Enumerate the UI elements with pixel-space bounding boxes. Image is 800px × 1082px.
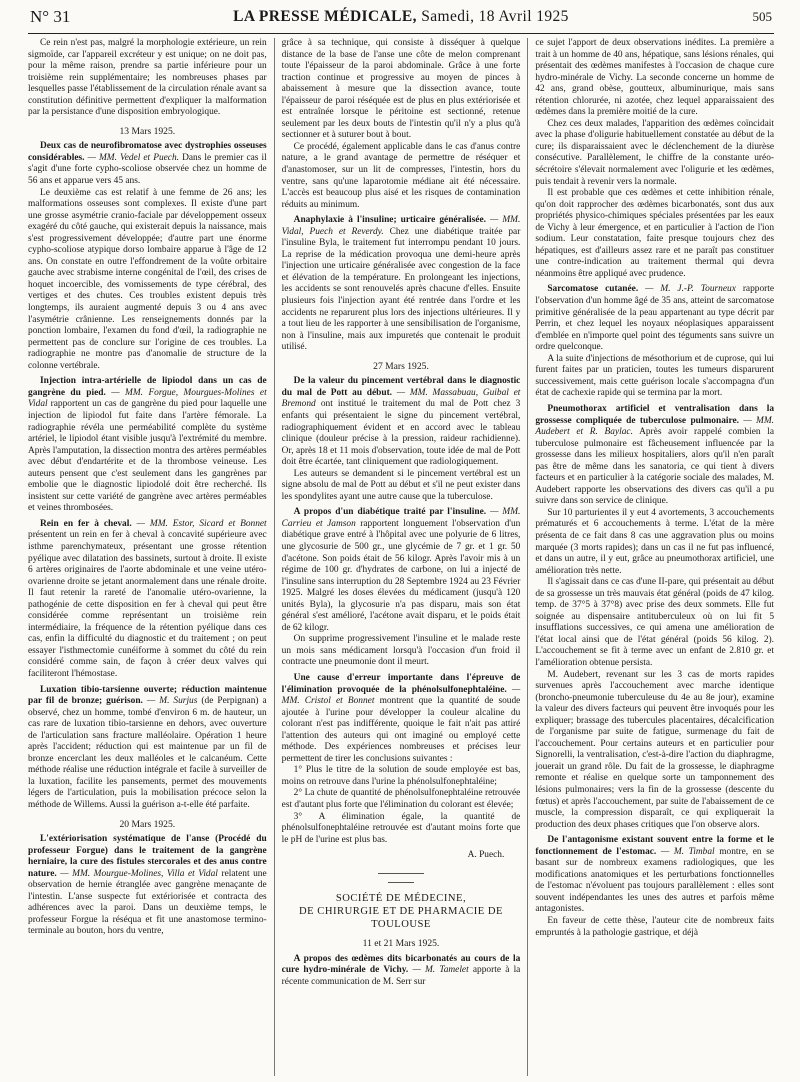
communication-title: A propos d'un diabétique traité par l'insuline. [293, 507, 487, 518]
communication-body: ont institué le traitement du mal de Pott chez 3 enfants qui présentaient le signe du pincement vertébral, radiographiquement évident et en accord avec le tableau clinique (douleur précise à la pression, raideur rachidienne). Or, après 18 et 11 mois d'observation, toute idée de mal de Pott doit être écartée, tant cliniquement que radiologiquement. [281, 399, 521, 468]
session-date: 27 Mars 1925. [373, 360, 429, 372]
communication-authors: — MM. Forgue, Mourgues-Molines et Vidal [28, 387, 267, 410]
paragraph: M. Audebert, revenant sur les 3 cas de morts rapides survenues après l'accouchement avec marche identique (broncho-pneumonie tuberculeuse du 4e au 8e jour), examine la valeur des divers facteurs qui peuvent être invoqués pour les expliquer; brassage des tubercules placentaires, décalcification de l'organisme par suite de fatigue, surmenage du fait de l'accouchement. Pour certains auteurs et en particulier pour Signorelli, la ventralisation, c'est-à-dire l'action du diaphragme, jouerait un grand rôle. Du fait de la grossesse, le diaphragme remonte et réalise en quelque sorte un tamponnement des lésions pulmonaires; vers la fin de la grossesse (descente du fœtus) et après l'accouchement, par suite de l'abaissement de ce muscle, la compression disparaît, ce qui expliquerait la production des deux phases critiques que l'on observe alors. [535, 669, 775, 830]
conclusion-item: 3° A élimination égale, la quantité de phénolsulfonephtaléine retrouvée est d'autant moins forte que le pH de l'urine est plus bas. [281, 811, 521, 845]
communication-authors: — M. J.-P. Tourneux [645, 284, 736, 295]
communication-authors: — MM. Massabuau, Guibal et Bremond [281, 387, 521, 410]
communication-body: relatent une observation de hernie étranglée avec gangrène menaçante de l'intestin. L'anse suspecte fut extériorisée et contracta des adhérences avec la paroi. Dans un deuxième temps, le professeur Forgue la réséqua et fit une anastomose termino-terminale au bouton, hors du ventre, [28, 868, 267, 937]
issue-date: Samedi, 18 Avril 1925 [421, 8, 569, 25]
paragraph: Sur 10 parturientes il y eut 4 avortements, 3 accouchements prématurés et 6 accouchements à terme. L'état de la mère présenta de ce fait dans 8 cas une aggravation plus ou moins marquée (3 morts rapides); dans un cas il ne fut pas influencé, et dans un autre, il y eut, grâce au pneumothorax artificiel, une amélioration très nette. [535, 507, 775, 576]
issue-number: N° 31 [30, 7, 71, 26]
communication-pneumothorax [535, 404, 774, 508]
column-1 [28, 38, 274, 1076]
communication-body: montrent que la quantité de soude ajoutée à l'urine pour développer la couleur alcaline du colorant n'est pas indifférente, quoique le fait n'ait pas attiré l'attention des auteurs qui ont imaginé ou employé cette méthode. Des expériences nombreuses et précises leur permettent de tirer les conclusions suivantes : [281, 696, 521, 764]
communication-exteriorisation [28, 834, 267, 938]
communication-title: L'extériorisation systématique de l'anse (Procédé du professeur Forgue) dans le traitement de la gangrène herniaire, la cure des fistules stercorales et des anus contre nature. [28, 834, 267, 879]
communication-title: Injection intra-artérielle de lipiodol dans un cas de gangrène du pied. [28, 376, 267, 398]
communication-rein [28, 519, 267, 681]
header-rule [28, 33, 774, 34]
communication-title: Sarcomatose cutanée. [547, 284, 639, 295]
paragraph: Ce procédé, également applicable dans le cas d'anus contre nature, a le grand avantage de permettre de réséquer et d'anastomoser, sur un lit de compresses, l'intestin, hors du ventre, sans qu'une laparotomie médiane ait été nécessaire. L'accès est beaucoup plus aisé et les risques de contamination réduits au minimum. [281, 141, 521, 210]
communication-authors: — MM. Mourgue-Molines, Villa et Vidal [60, 868, 218, 879]
paragraph: Chez ces deux malades, l'apparition des œdèmes coïncidait avec la phase d'oligurie habituellement constatée au début de la cure; ils disparaissaient avec le déclenchement de la diurèse consécutive. Parallèlement, le chiffre de la constante uréo-sécrétoire s'élevait normalement avec l'oligurie et les œdèmes, puis tendait à revenir vers la normale. [535, 118, 775, 187]
session-date: 13 Mars 1925. [119, 125, 176, 137]
communication-vichy [282, 954, 521, 989]
communication-title: A propos des œdèmes dits bicarbonatés au cours de la cure hydro-minérale de Vichy. [281, 953, 521, 976]
communication-authors: — MM. Estor, Sicard et Bonnet [136, 518, 267, 529]
communication-authors: — MM. Carrieu et Jamson [281, 507, 521, 529]
communication-body: présentent un rein en fer à cheval à concavité supérieure avec isthme parenchymateux, présentant une grosse rétention pyélique avec dilatation des bassinets, surtout à droite. Il existe 6 artères originaires de l'aorte abdominale et une veine utéro-ovarienne droite se jetant anormalement dans une rénale droite. Il faut retenir la rareté de l'anomalie utéro-ovarienne, la pathogénie de cette disposition en fer à cheval qui peut être considérée comme représentant un troisième rein intermédiaire, la fréquence de la rétention pyélique dans ces cas, enfin la difficulté du diagnostic et du traitement ; on peut essayer l'isthmectomie cunéiforme à sommet du côté du rein considéré comme sain, de façon à créer deux valves qui faciliteront l'hémostase. [28, 530, 267, 679]
column-2 [275, 38, 528, 1076]
paragraph: Les auteurs se demandent si le pincement vertébral est un signe absolu de mal de Pott au début et s'il ne peut exister dans les spondylites ayant une autre cause que la tuberculose. [281, 468, 521, 502]
column-3 [528, 38, 774, 1076]
society-name-line-1: SOCIÉTÉ DE MÉDECINE, [335, 893, 467, 905]
communication-body: (de Perpignan) a observé, chez un homme, tombé d'environ 6 m. de hauteur, un cas rare de luxation tibio-tarsienne en dehors, avec ouverture de l'articulation sans fracture malléolaire. Opération 1 heure après l'accident; réduction qui est maintenue par un fil de bronze encerclant les deux malléoles et le calcanéum. Cette méthode réalise une réduction intégrale et facile à surveiller de la luxation, facilite les pansements, permet des mouvements légers de l'articulation, puis la mobilisation précoce selon la méthode de Willems. Aussi la guérison a-t-elle été parfaite. [28, 696, 267, 810]
communication-anaphylaxie [282, 215, 521, 354]
communication-authors: — M. Tamelet [412, 965, 469, 976]
communication-authors: — MM. Audebert et R. Baylac. [535, 415, 775, 438]
communication-body: rapportent un cas de gangrène du pied pour laquelle une injection de lipiodol fut faite dans l'artère fémorale. La radiographie révéla une perméabilité complète du système artériel, le lipiodol étant visible jusqu'à l'extrémité du membre. Après l'amputation, la dissection montra des artères perméables avec début d'endartérite et de la thrombose veineuse. Les auteurs pensent que c'est seulement dans les gangrènes par embolie que le diagnostic lipiodolé doit être recherché. Ils insistent sur cette variété de gangrène avec artères perméables et veines thrombosées. [28, 399, 267, 514]
communication-title: Une cause d'erreur importante dans l'épreuve de l'élimination provoquée de la phénolsulfonephtaléine. [281, 672, 521, 695]
communication-body: apporte à la récente communication de M. Serr sur [281, 965, 521, 987]
article-columns [28, 38, 774, 1076]
paragraph: Il est probable que ces œdèmes et cette inhibition rénale, qu'on doit rapprocher des œdèmes bicarbonatés, sont dus aux propriétés physico-chimiques spéciales présentées par les eaux de Vichy à leur émergence, et en particulier à l'action de l'ion sodium. Leur constatation, faite presque toujours chez des hépatiques, est d'ailleurs assez rare et ne paraît pas constituer une contre-indication au traitement thermal qui devra néanmoins être appliqué avec prudence. [535, 188, 775, 279]
communication-body: Chez une diabétique traitée par l'insuline Byla, le traitement fut interrompu pendant 10 jours. La reprise de la médication provoqua une demi-heure après l'injection une urticaire généralisée avec congestion de la face et élévation de la température. En prolongeant les injections, les accidents se sont renouvelés après chacune d'elles. Ensuite plusieurs fois l'injection ayant été rentrée dans l'ordre et les accidents ne reparurent plus lors des injections ultérieures. Il y a tout lieu de les rapporter à une sensibilisation de l'organisme, non à l'insuline, mais aux impuretés que contenait le produit utilisé. [281, 226, 521, 353]
paragraph: A la suite d'injections de mésothorium et de cuprose, qui lui furent faites par un praticien, toutes les tumeurs disparurent successivement, mais cette guérison locale s'accompagna d'un état de cachexie rapide qui se termina par la mort. [535, 353, 775, 399]
section-separator [282, 869, 521, 884]
paragraph: On supprime progressivement l'insuline et le malade reste un mois sans médicament lorsqu'à l'occasion d'un froid il contracte une pneumonie dont il meurt. [281, 634, 521, 668]
communication-title: Pneumothorax artificiel et ventralisation dans la grossesse compliquée de tuberculose pulmonaire. [535, 403, 775, 426]
communication-lipiodol [28, 376, 267, 515]
society-heading [282, 892, 521, 931]
session-date: 11 et 21 Mars 1925. [362, 938, 440, 950]
conclusion-item: 1° Plus le titre de la solution de soude employée est bas, moins on retrouve dans l'urine la phénolsulfonephtaléine; [281, 765, 521, 787]
communication-authors: — MM. Cristol et Bonnet [281, 684, 521, 707]
paragraph: Ce rein n'est pas, malgré la morphologie extérieure, un rein sigmoïde, car l'appareil excréteur y est unique; on ne doit pas, pour la même raison, prendre sa partie inférieure pour un troisième rein supplémentaire; les nombreuses phases par lesquelles passe l'établissement de la circulation rénale avant sa constitution définitive permettent d'expliquer la malformation par la persistance d'une disposition embryologique. [28, 38, 267, 118]
communication-authors: — MM. Vedel et Puech. [87, 152, 179, 163]
running-title [28, 8, 774, 26]
communication-title: Rein en fer à cheval. [40, 518, 132, 529]
communication-authors: — MM. Vidal, Puech et Reverdy. [281, 215, 521, 237]
communication-neurofibromatose [28, 141, 267, 187]
communication-erreur [282, 673, 521, 765]
paragraph: ce sujet l'apport de deux observations inédites. La première a trait à un homme de 40 ans, hépatique, sans lésions rénales, qui présentait des œdèmes manifestes à l'occasion de chaque cure hydro-minérale de Vichy. La seconde concerne un homme de 42 ans, grand obèse, goutteux, albuminurique, mais sans rétention chlorurée, ni azotée, chez lequel apparaissaient des œdèmes dans la première moitié de la cure. [535, 38, 775, 118]
session-date: 20 Mars 1925. [119, 818, 176, 830]
page-header [28, 0, 774, 40]
paragraph: Il s'agissait dans ce cas d'une II-pare, qui présentait au début de sa grossesse un très mauvais état général (poids de 47 kilog. temp. de 37°5 à 37°8) avec prise des deux sommets. Elle fut soignée au dispensaire antituberculeux où on lui fit 5 insufflations successives, ce qui amena une amélioration de l'état local ainsi que de l'état général (poids 56 kilog. 2). L'accouchement se fit à terme avec un enfant de 2.810 gr. et l'amélioration obtenue persista. [535, 577, 775, 668]
communication-title: Anaphylaxie à l'insuline; urticaire généralisée. [293, 215, 486, 226]
communication-pincement [282, 376, 521, 468]
conclusion-item: 2° La chute de quantité de phénolsulfonephtaléine retrouvée est d'autant plus forte que l'élimination du colorant est élevée; [281, 788, 521, 810]
communication-body: rapportent longuement l'observation d'un diabétique grave entré à l'hôpital avec une polyurie de 6 litres, une glycosurie de 500 gr., une glycémie de 7 gr. et 1 gr. 50 d'acétone. Son poids était de 56 kilogr. Après l'avoir mis à un régime de 100 gr. d'hydrates de carbone, on lui a injecté de l'insuline sans interruption du 28 Septembre 1924 au 23 Février 1925. Malgré les doses élevées du médicament (jusqu'à 120 unités Byla), la glycosurie n'a pas disparu, mais son état général s'est amélioré, l'acétone avait disparu, et le poids était de 62 kilogr. [281, 518, 521, 633]
communication-title: De la valeur du pincement vertébral dans le diagnostic du mal de Pott au début. [281, 376, 521, 398]
communication-sarcomatose [535, 284, 774, 353]
communication-title: Luxation tibio-tarsienne ouverte; réduction maintenue par fil de bronze; guérison. [28, 684, 267, 707]
communication-body: montre, en se basant sur de nombreux examens radiologiques, que les modifications anatomiques et les perturbations fonctionnelles de l'estomac n'évoluent pas toujours parallèlement : elles sont souvent indépendantes les unes des autres et parfois même antagonistes. [535, 846, 775, 915]
page-number: 505 [752, 9, 772, 24]
communication-diabetique [282, 507, 521, 634]
society-name-line-2: DE CHIRURGIE ET DE PHARMACIE DE TOULOUSE [299, 906, 503, 931]
communication-title: De l'antagonisme existant souvent entre la forme et le fonctionnement de l'estomac. [535, 835, 775, 857]
paragraph: En faveur de cette thèse, l'auteur cite de nombreux faits empruntés à la pathologie gastrique, et déjà [535, 916, 775, 938]
communication-antagonisme [535, 835, 774, 916]
communication-body: rapporte l'observation d'un homme âgé de 35 ans, atteint de sarcomatose primitive généralisée de la peau appartenant au type décrit par Perrin, et chez lequel les noyaux néoplasiques apparaissent d'emblée en n'importe quel point des téguments sans suivre un ordre quelconque. [535, 284, 775, 353]
communication-authors: — M. Timbal [660, 846, 715, 857]
communication-authors: — M. Surjus [146, 696, 198, 707]
communication-luxation [28, 685, 267, 812]
paragraph: grâce à sa technique, qui consiste à disséquer à quelque distance de la base de l'anse une côte de melon comprenant toute l'épaisseur de la paroi abdominale. Grâce à une forte traction continue et progressive au moyen de pinces à abaissement à mesure que la dissection avance, toute l'épaisseur de paroi réséquée est de plus en plus extériorisée et est entraînée lorsque le péritoine est sectionné, retenue seulement par les deux bouts de l'intestin qu'il n'y a plus qu'à sectionner et à suturer bout à bout. [281, 38, 521, 141]
paragraph: Le deuxième cas est relatif à une femme de 26 ans; les malformations osseuses sont complexes. Il existe d'une part une grosse asymétrie cranio-faciale par développement osseux exagéré du côté gauche, qui existerait depuis la naissance, mais s'est progressivement développée; d'autre part une énorme cypho-scoliose atypique dorso lombaire apparue à l'âge de 12 ans. On constate en outre l'effondrement de la voûte orbitaire gauche avec strabisme interne congénital de l'œil, des crises de hoquet incoercible, des vomissements de type cérébral, des vertiges et des chutes. Ces troubles existent depuis très longtemps, ils auraient augmenté depuis 3 ou 4 ans avec l'asymétrie crânienne. Les renseignements donnés par la ponction lombaire, l'examen du fond d'œil, la radiographie ne permettent pas de conclure sur l'origine de ces troubles. La radiographie ne montre pas d'anomalie de structure de la colonne vertébrale. [28, 187, 267, 371]
communication-body: Dans le premier cas il s'agit d'une forte cypho-scoliose observée chez un homme de 56 ans et apparue vers 45 ans. [28, 152, 267, 187]
communication-title: Deux cas de neurofibromatose avec dystrophies osseuses considérables. [28, 141, 267, 163]
author-signature: A. Puech. [467, 850, 505, 861]
communication-body: Après avoir rappelé combien la tuberculose pulmonaire est fâcheusement influencée par la grossesse dans les milieux hospitaliers, alors qu'il n'en paraît pas être de même dans les sanatoria, ce qui tient à divers facteurs et en particulier à la catégorie sociale des malades, M. Audebert rapporte les observations des divers cas qu'il a pu suivre dans son service de clinique. [535, 427, 775, 507]
journal-title: LA PRESSE MÉDICALE, [233, 8, 417, 25]
